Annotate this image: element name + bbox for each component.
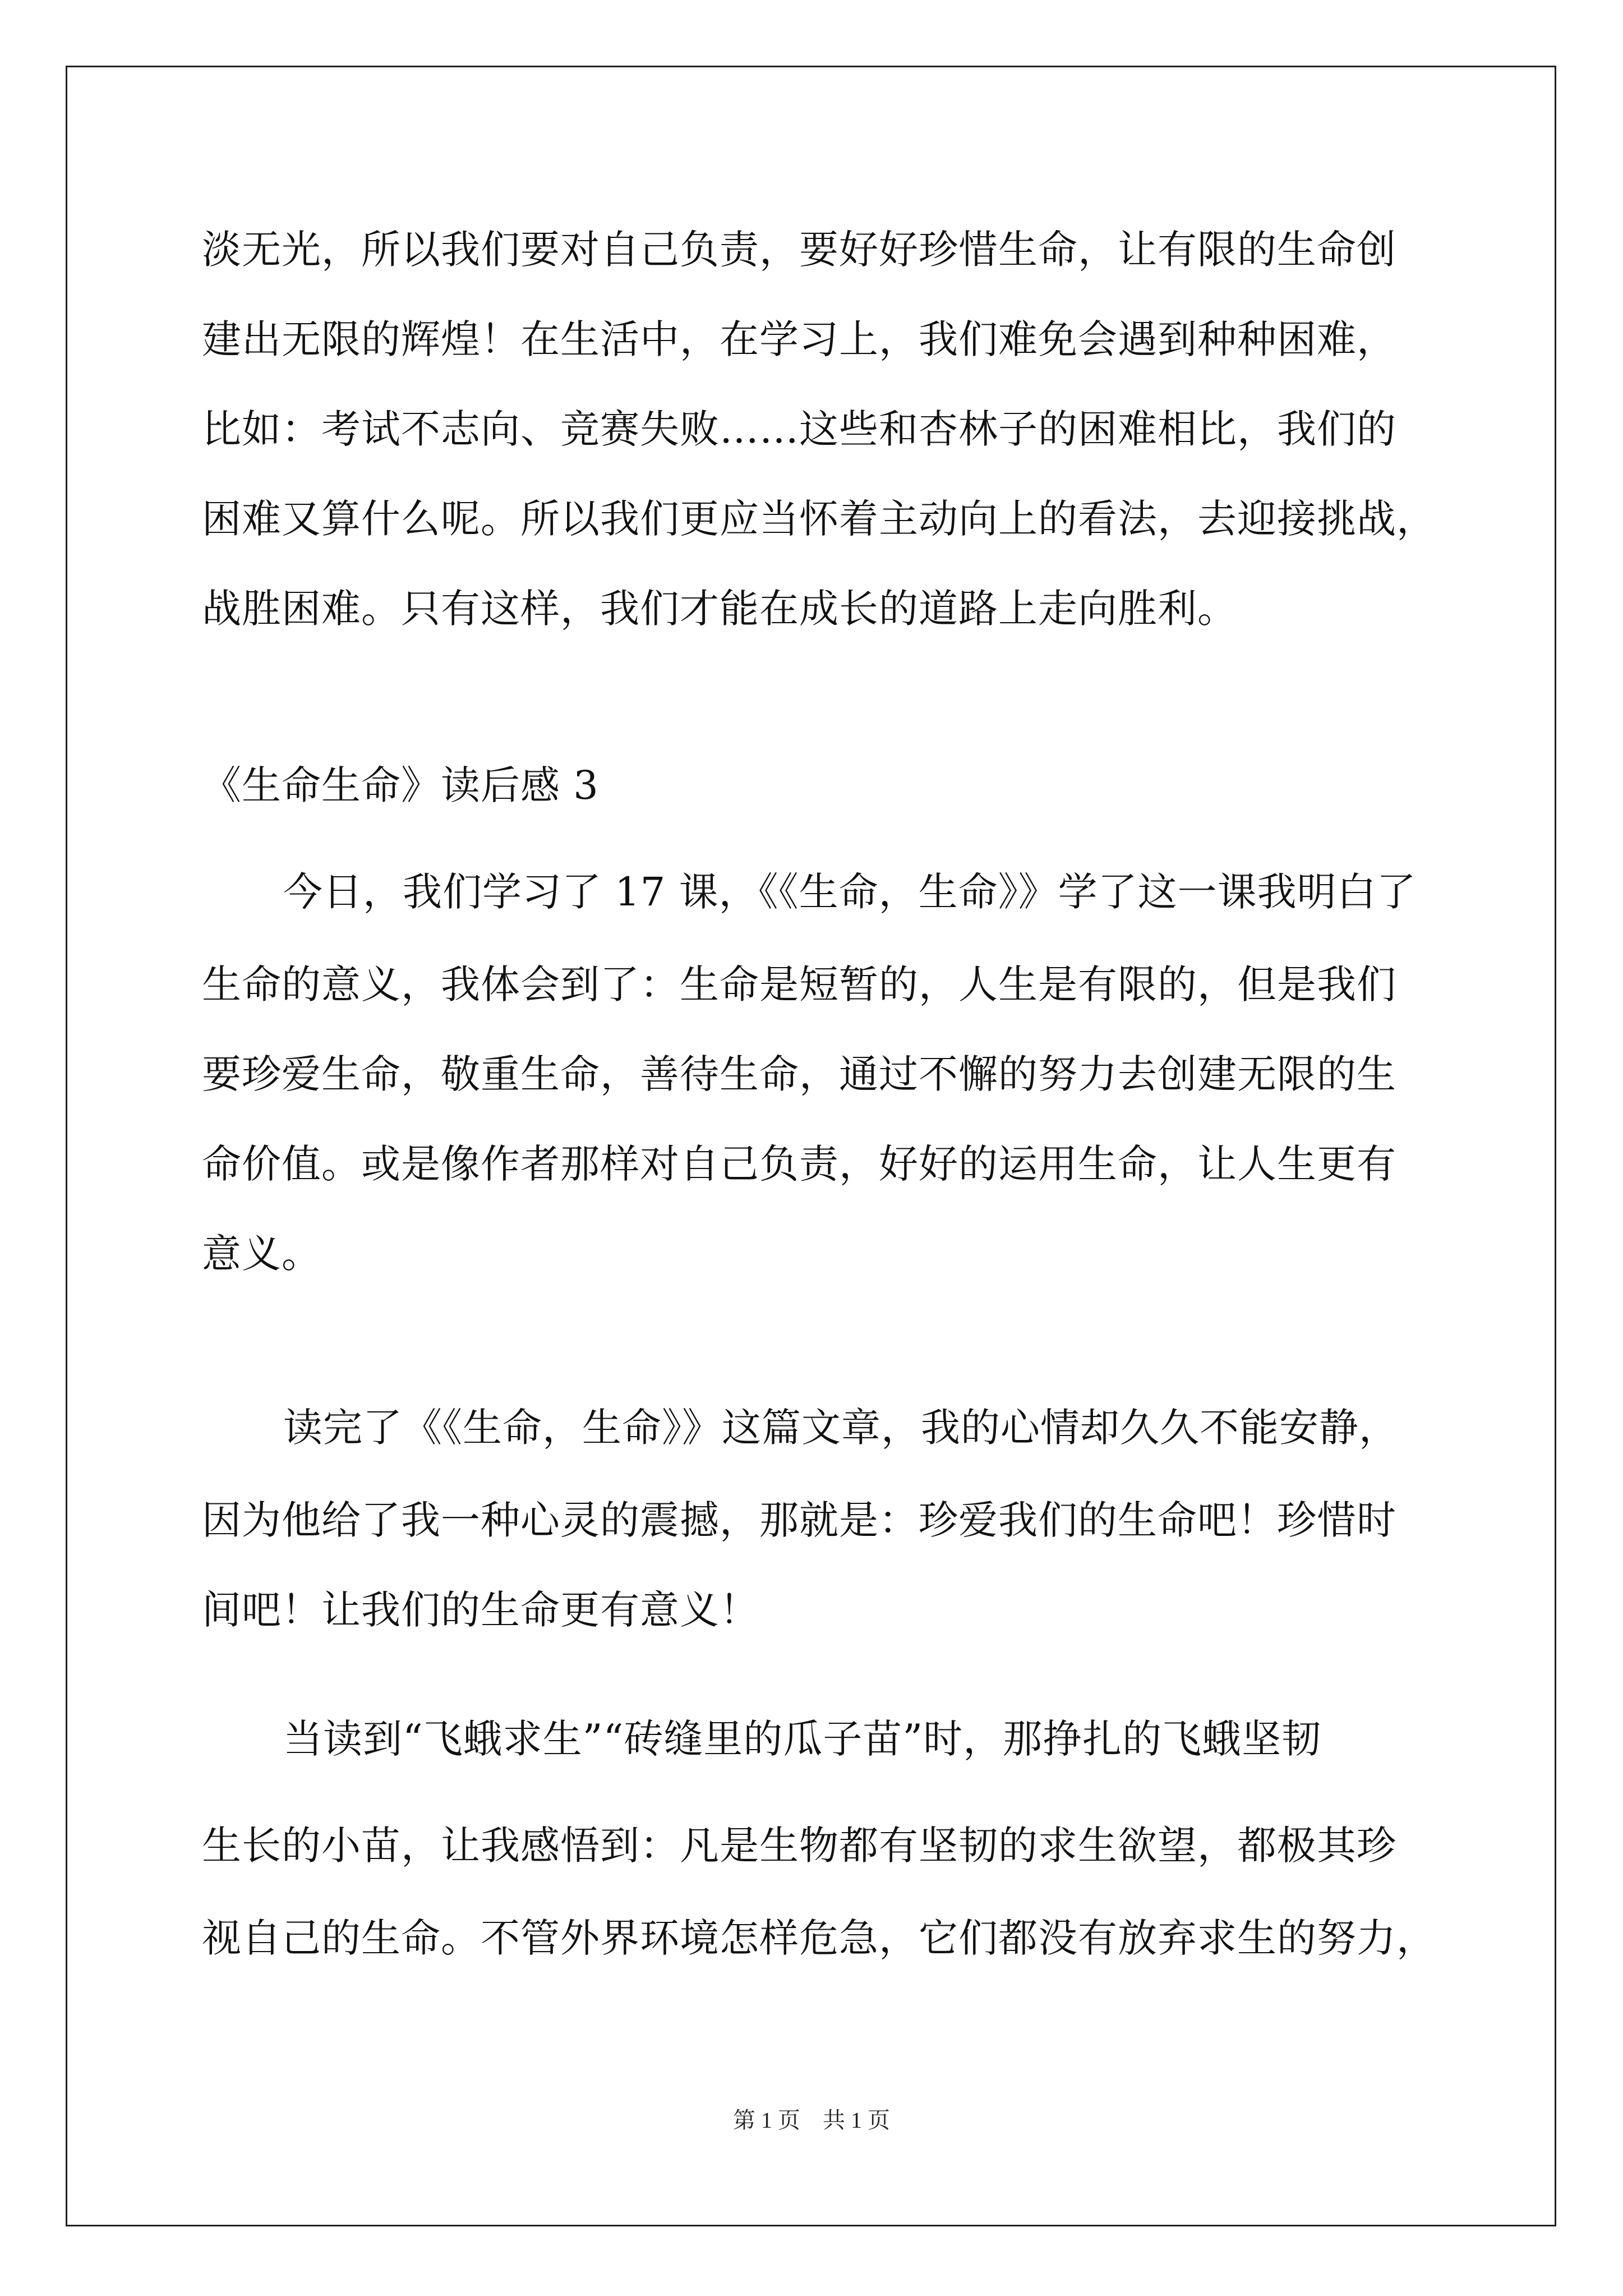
paragraph-line: 意义。 [202, 1231, 321, 1277]
paragraph-line: 因为他给了我一种心灵的震撼，那就是：珍爱我们的生命吧！珍惜时 [202, 1497, 1396, 1543]
paragraph-line: 间吧！让我们的生命更有意义！ [202, 1587, 759, 1633]
paragraph-line: 困难又算什么呢。所以我们更应当怀着主动向上的看法，去迎接挑战， [202, 496, 1436, 542]
section-heading: 《生命生命》读后感 3 [202, 762, 599, 808]
paragraph-line: 建出无限的辉煌！在生活中，在学习上，我们难免会遇到种种困难， [202, 316, 1396, 362]
paragraph-line: 比如：考试不志向、竞赛失败……这些和杏林子的困难相比，我们的 [202, 406, 1396, 452]
paragraph-line: 淡无光，所以我们要对自己负责，要好好珍惜生命，让有限的生命创 [202, 227, 1396, 273]
page-number-total: 共 1 页 [823, 2108, 890, 2133]
paragraph-line: 当读到“飞蛾求生”“砖缝里的瓜子苗”时，那挣扎的飞蛾坚韧 [283, 1716, 1322, 1762]
paragraph-line: 视自己的生命。不管外界环境怎样危急，它们都没有放弃求生的努力， [202, 1915, 1436, 1961]
paragraph-line: 要珍爱生命，敬重生命，善待生命，通过不懈的努力去创建无限的生 [202, 1051, 1396, 1097]
page-number-current: 第 1 页 [733, 2108, 800, 2133]
paragraph-line: 读完了《《生命，生命》》这篇文章，我的心情却久久不能安静， [283, 1405, 1399, 1451]
paragraph-line: 今日，我们学习了 17 课，《《生命，生命》》学了这一课我明白了 [283, 869, 1417, 915]
paragraph-line: 生长的小苗，让我感悟到：凡是生物都有坚韧的求生欲望，都极其珍 [202, 1823, 1396, 1869]
paragraph-line: 生命的意义，我体会到了：生命是短暂的，人生是有限的，但是我们 [202, 961, 1396, 1007]
paragraph-line: 命价值。或是像作者那样对自己负责，好好的运用生命，让人生更有 [202, 1141, 1396, 1187]
page-footer [0, 2106, 1623, 2134]
paragraph-line: 战胜困难。只有这样，我们才能在成长的道路上走向胜利。 [202, 586, 1237, 632]
